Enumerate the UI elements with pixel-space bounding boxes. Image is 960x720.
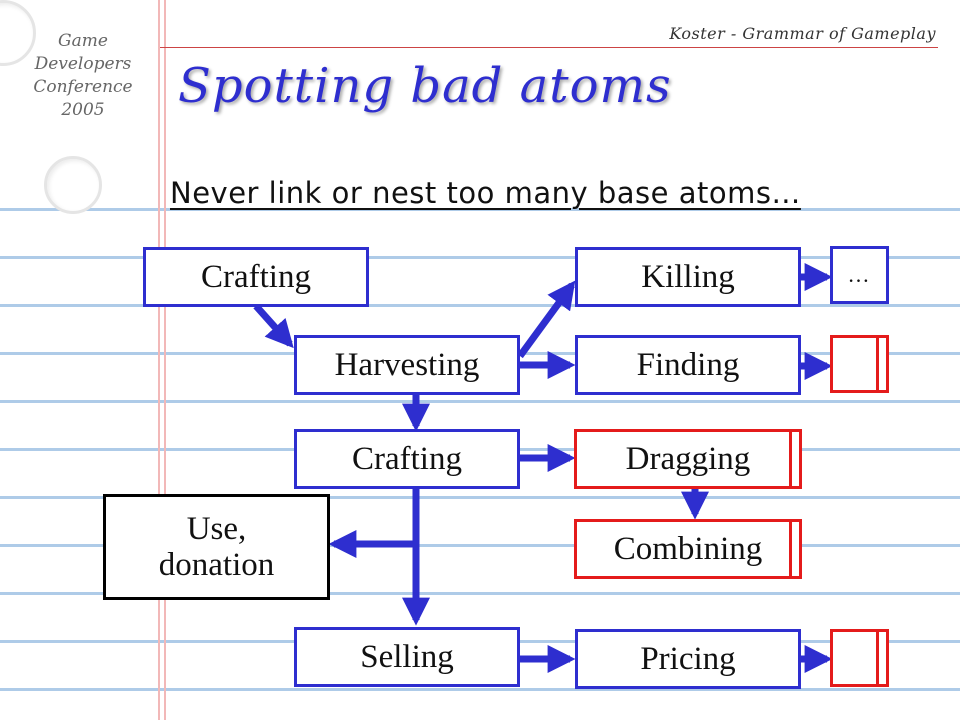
conference-line: Developers	[34, 54, 132, 74]
conference-line: Conference	[33, 77, 133, 97]
node-crafting-mid: Crafting	[294, 429, 520, 489]
slide-subtitle: Never link or nest too many base atoms…	[170, 176, 801, 210]
node-combining: Combining	[574, 519, 802, 579]
running-title: Koster - Grammar of Gameplay	[669, 24, 936, 43]
node-killing: Killing	[575, 247, 801, 307]
node-selling: Selling	[294, 627, 520, 687]
node-use-donation: Use, donation	[103, 494, 330, 600]
node-bad-atom-pricing	[830, 629, 889, 687]
node-ellipsis: …	[830, 246, 889, 304]
node-dragging: Dragging	[574, 429, 802, 489]
node-crafting-top: Crafting	[143, 247, 369, 307]
arrow-harvesting-to-killing	[520, 285, 572, 356]
node-bad-atom-finding	[830, 335, 889, 393]
arrow-crafting-to-harvesting	[256, 306, 290, 344]
node-finding: Finding	[575, 335, 801, 395]
conference-line: Game	[58, 31, 108, 51]
slide-title: Spotting bad atoms	[178, 58, 672, 114]
node-harvesting: Harvesting	[294, 335, 520, 395]
node-pricing: Pricing	[575, 629, 801, 689]
conference-line: 2005	[61, 100, 105, 120]
